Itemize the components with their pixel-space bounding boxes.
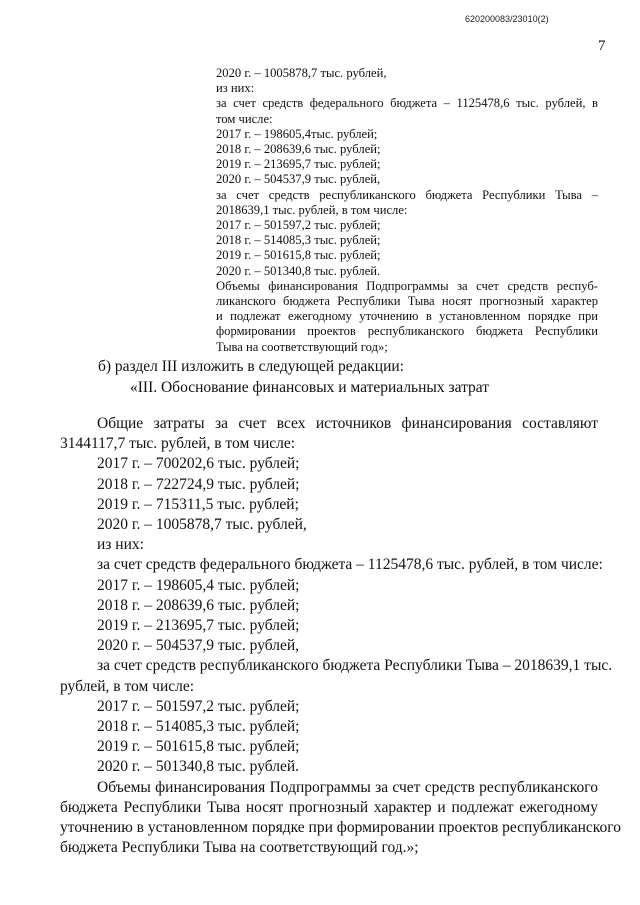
body-paragraph-line: 3144117,7 тыс. рублей, в том числе: bbox=[60, 435, 296, 453]
body-list-line: 2017 г. – 501597,2 тыс. рублей; bbox=[97, 697, 300, 715]
table-line: 2018639,1 тыс. рублей, в том числе: bbox=[216, 202, 408, 217]
table-line: 2017 г. – 198605,4тыс. рублей; bbox=[216, 126, 378, 141]
body-paragraph-line: бюджета Республики Тыва носят прогнозный характер и подлежат ежегодному bbox=[60, 798, 598, 816]
body-list-line: 2017 г. – 700202,6 тыс. рублей; bbox=[97, 455, 300, 473]
table-line: 2017 г. – 501597,2 тыс. рублей; bbox=[216, 218, 381, 233]
table-line: 2019 г. – 213695,7 тыс. рублей; bbox=[216, 157, 381, 172]
table-line: из них: bbox=[216, 81, 255, 96]
table-line: ликанского бюджета Республики Тыва носят прогнозный характер bbox=[216, 294, 598, 309]
table-line: формировании проектов республиканского бюджета Республики bbox=[216, 324, 598, 339]
table-line: том числе: bbox=[216, 111, 273, 126]
amendment-instruction: б) раздел III изложить в следующей редакции: bbox=[98, 358, 404, 375]
body-list-line: 2019 г. – 501615,8 тыс. рублей; bbox=[97, 738, 300, 756]
body-list-line: 2019 г. – 213695,7 тыс. рублей; bbox=[97, 617, 300, 635]
body-paragraph-line: уточнению в установленном порядке при формировании проектов республиканского bbox=[60, 819, 621, 837]
body-paragraph-line: Общие затраты за счет всех источников финансирования составляют bbox=[97, 415, 598, 432]
body-list-line: за счет средств федерального бюджета – 1125478,6 тыс. рублей, в том числе: bbox=[97, 556, 603, 574]
table-line: за счет средств республиканского бюджета Республики Тыва – bbox=[216, 187, 598, 202]
financing-table-cell bbox=[216, 66, 598, 355]
table-line: Объемы финансирования Подпрограммы за счет средств респуб- bbox=[216, 278, 598, 293]
document-id: 620200083/23010(2) bbox=[465, 14, 549, 24]
table-line: Тыва на соответствующий год»; bbox=[216, 339, 388, 354]
body-list-line: 2020 г. – 1005878,7 тыс. рублей, bbox=[97, 516, 307, 534]
table-line: 2018 г. – 514085,3 тыс. рублей; bbox=[216, 233, 381, 248]
page-number: 7 bbox=[598, 38, 606, 54]
body-list-line: из них: bbox=[97, 536, 144, 554]
table-line: и подлежат ежегодному уточнению в установленном порядке при bbox=[216, 309, 598, 324]
body-paragraph-line: рублей, в том числе: bbox=[60, 677, 195, 695]
table-line: 2018 г. – 208639,6 тыс. рублей; bbox=[216, 142, 381, 157]
body-list-line: 2017 г. – 198605,4 тыс. рублей; bbox=[97, 576, 300, 594]
table-line: 2020 г. – 504537,9 тыс. рублей, bbox=[216, 172, 381, 187]
body-paragraph-line: Объемы финансирования Подпрограммы за счет средств республиканского bbox=[97, 778, 598, 796]
body-list-line: 2020 г. – 504537,9 тыс. рублей, bbox=[97, 637, 300, 655]
body-paragraph-line: бюджета Республики Тыва на соответствующий год.»; bbox=[60, 839, 419, 857]
table-line: 2019 г. – 501615,8 тыс. рублей; bbox=[216, 248, 381, 263]
body-list-line: 2018 г. – 722724,9 тыс. рублей; bbox=[97, 475, 300, 493]
body-list-line: 2018 г. – 514085,3 тыс. рублей; bbox=[97, 718, 300, 736]
body-list-line: 2019 г. – 715311,5 тыс. рублей; bbox=[97, 495, 299, 513]
body-paragraph-line: за счет средств республиканского бюджета Республики Тыва – 2018639,1 тыс. bbox=[97, 657, 613, 675]
table-line: 2020 г. – 501340,8 тыс. рублей. bbox=[216, 263, 381, 278]
body-list-line: 2020 г. – 501340,8 тыс. рублей. bbox=[97, 758, 300, 776]
table-line: 2020 г. – 1005878,7 тыс. рублей, bbox=[216, 66, 387, 80]
section-body bbox=[60, 414, 621, 858]
table-line: за счет средств федерального бюджета – 1125478,6 тыс. рублей, в bbox=[216, 96, 598, 111]
section-heading: «III. Обоснование финансовых и материальных затрат bbox=[130, 379, 490, 396]
body-list-line: 2018 г. – 208639,6 тыс. рублей; bbox=[97, 596, 300, 614]
